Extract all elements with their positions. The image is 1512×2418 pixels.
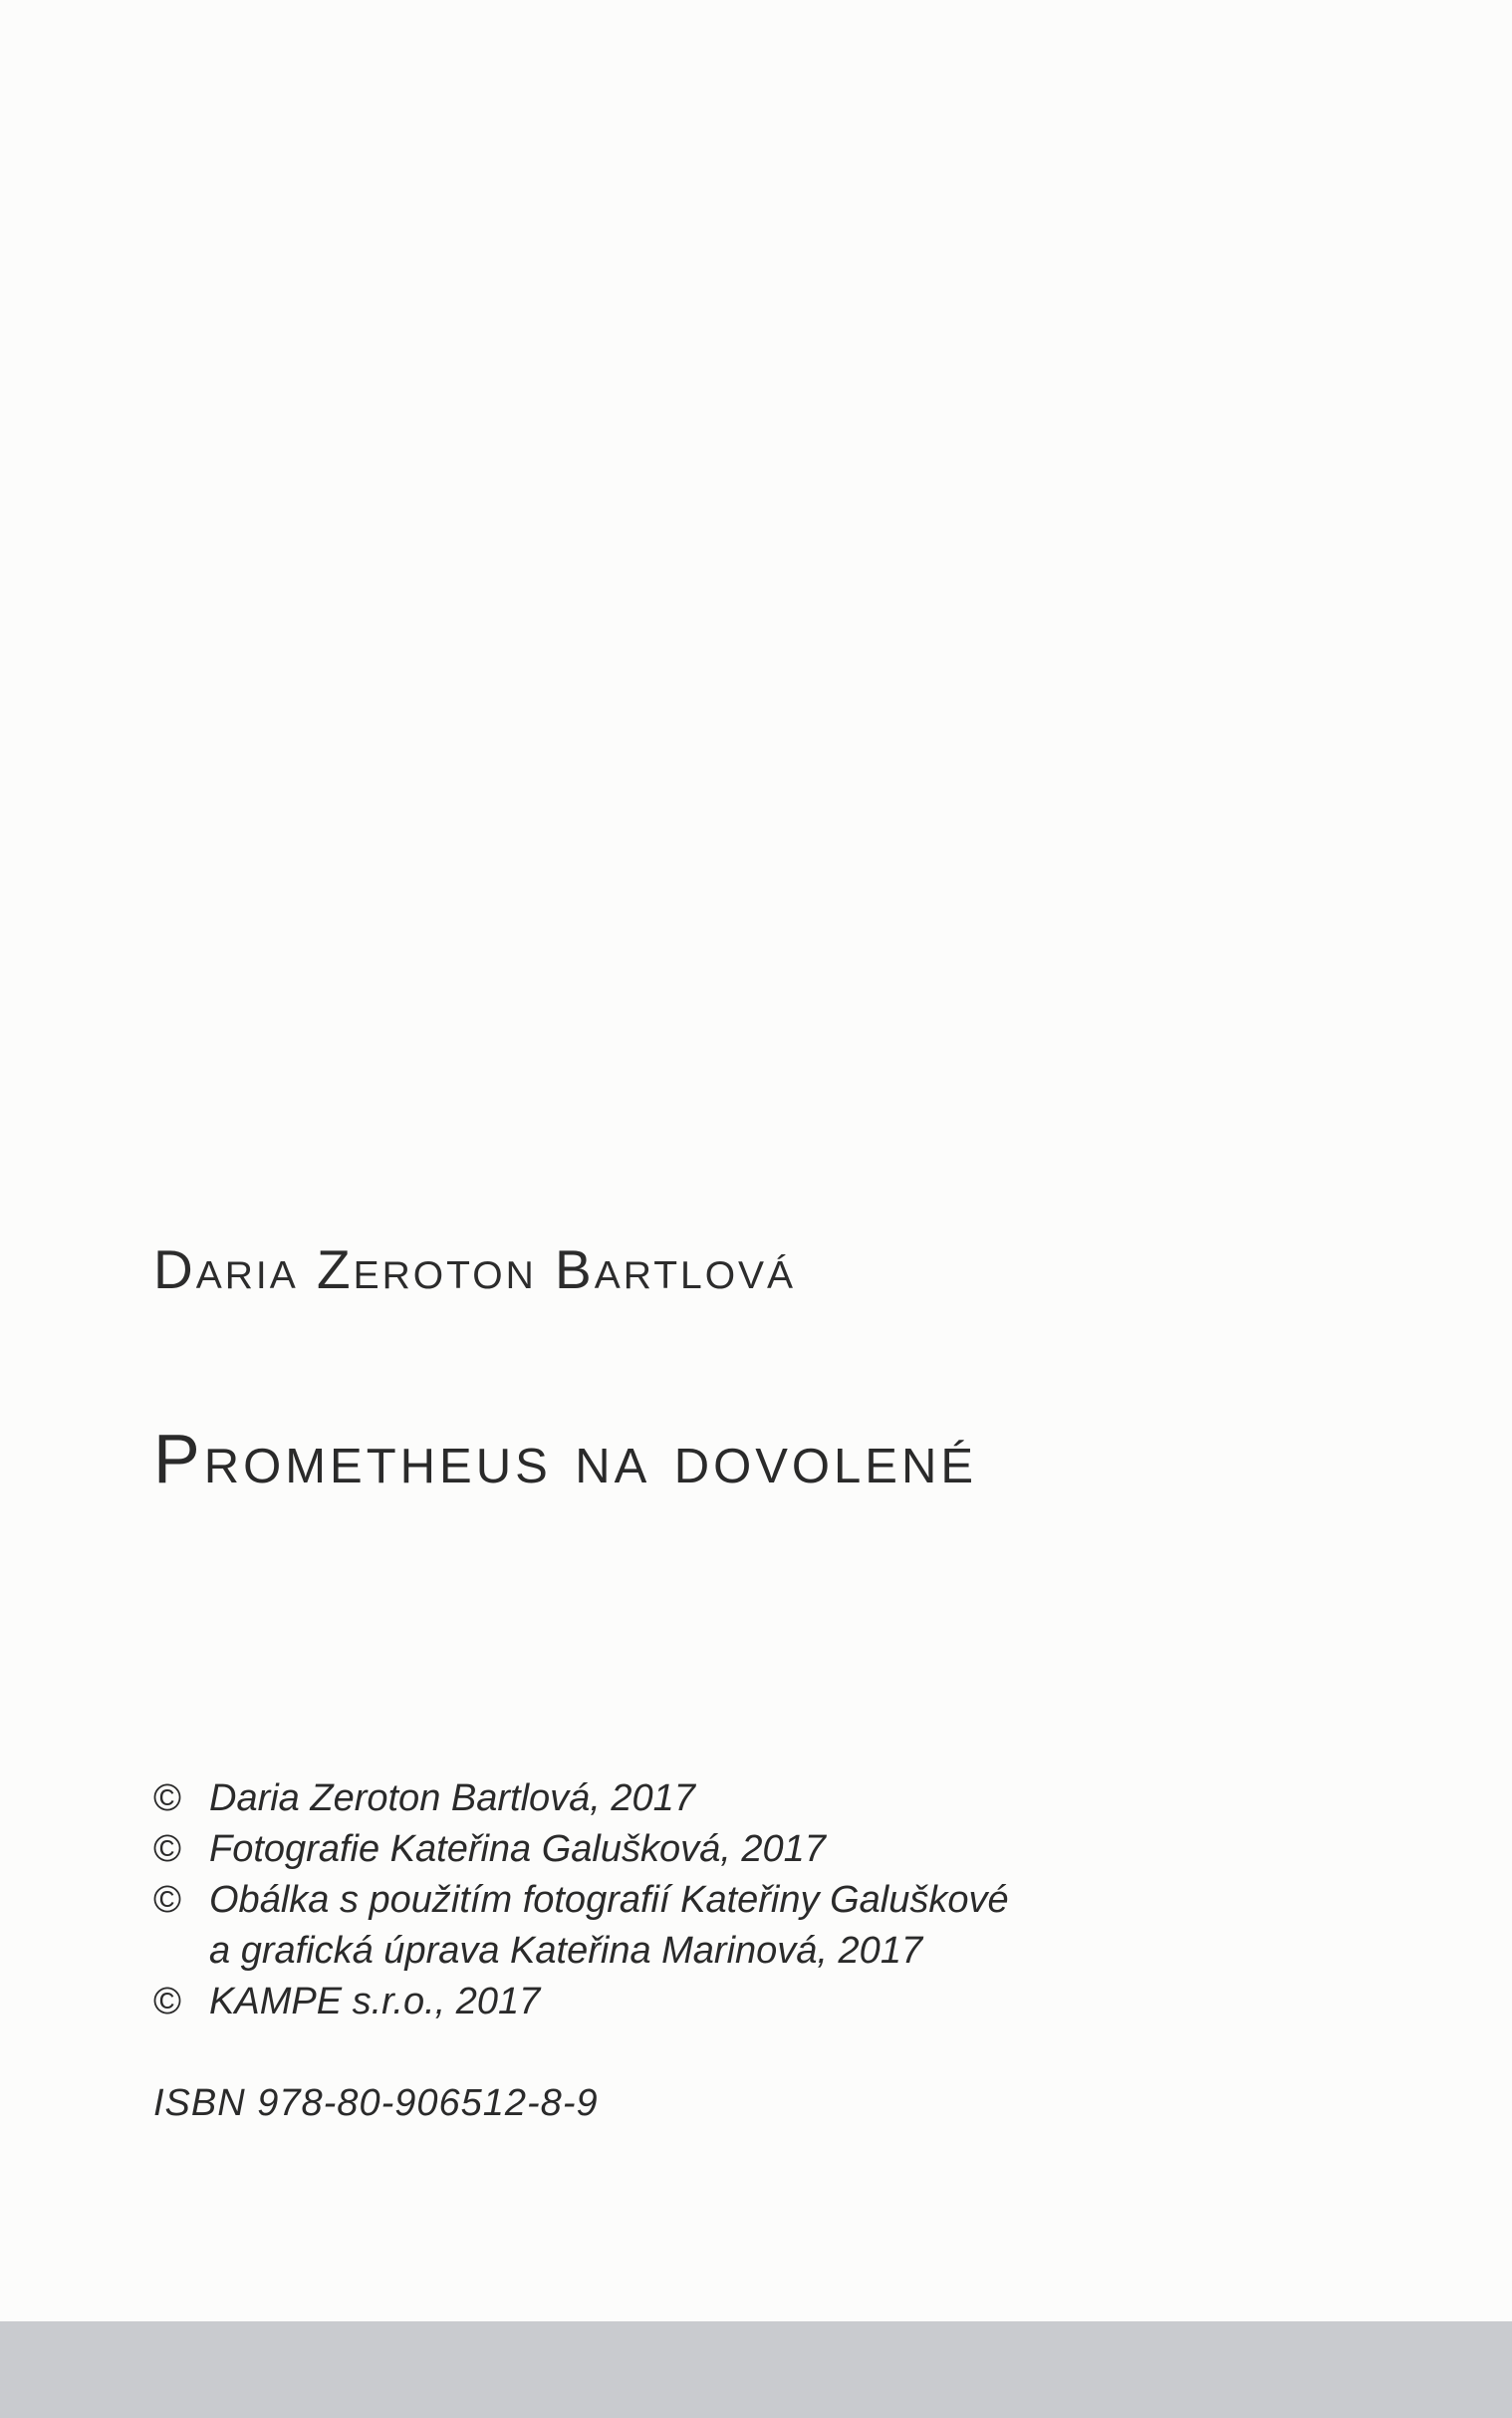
- copyright-text: Fotografie Kateřina Galušková, 2017: [209, 1828, 826, 1870]
- copyright-text: KAMPE s.r.o., 2017: [209, 1981, 541, 2022]
- copyright-icon: ©: [153, 1879, 181, 1921]
- copyright-line: [153, 1977, 1009, 2027]
- isbn: ISBN 978-80-906512-8-9: [153, 2082, 599, 2124]
- copyright-icon: ©: [153, 1981, 181, 2022]
- copyright-icon: ©: [153, 1828, 181, 1870]
- copyright-icon: ©: [153, 1777, 181, 1819]
- copyright-text: Obálka s použitím fotografií Kateřiny Galuškové: [209, 1879, 1009, 1921]
- copyright-line: [153, 1875, 1009, 1926]
- book-title: Prometheus na dovolené: [153, 1420, 978, 1497]
- author-name: Daria Zeroton Bartlová: [153, 1238, 797, 1300]
- copyright-line: [153, 1824, 1009, 1875]
- copyright-text-continuation: a grafická úprava Kateřina Marinová, 2017: [209, 1930, 923, 1972]
- copyright-block: [153, 1773, 1009, 2027]
- copyright-line: [153, 1773, 1009, 1824]
- copyright-text: Daria Zeroton Bartlová, 2017: [209, 1777, 695, 1819]
- scan-bottom-band: [0, 2321, 1512, 2418]
